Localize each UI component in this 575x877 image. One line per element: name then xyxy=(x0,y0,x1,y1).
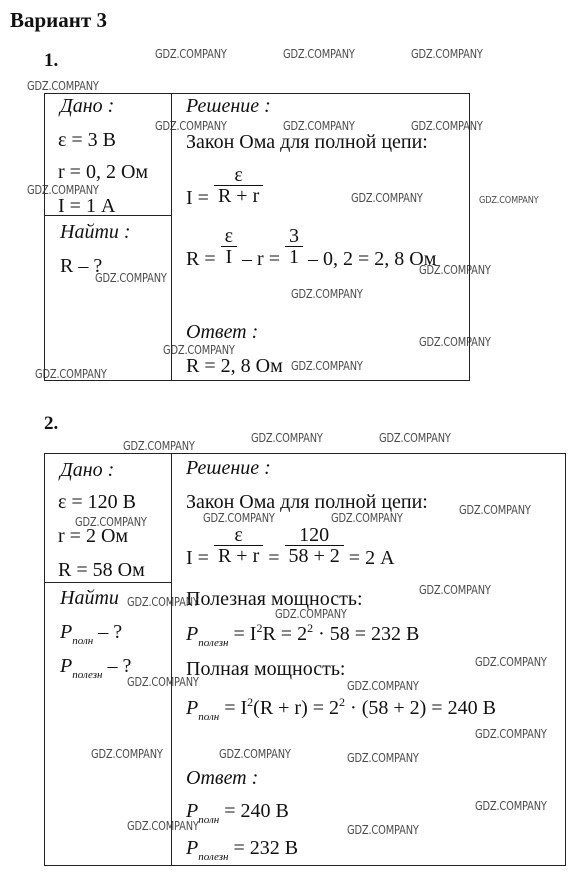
watermark: GDZ.COMPANY xyxy=(411,119,483,133)
answer-label-2: Ответ : xyxy=(186,767,259,789)
watermark: GDZ.COMPANY xyxy=(95,271,167,285)
watermark: GDZ.COMPANY xyxy=(275,607,347,621)
find-label: Найти : xyxy=(60,221,131,243)
find-label-2: Найти xyxy=(60,587,119,609)
watermark: GDZ.COMPANY xyxy=(351,191,423,205)
watermark: GDZ.COMPANY xyxy=(475,799,547,813)
watermark: GDZ.COMPANY xyxy=(203,511,275,525)
given-r: r = 0, 2 Ом xyxy=(58,161,149,183)
watermark: GDZ.COMPANY xyxy=(379,431,451,445)
watermark: GDZ.COMPANY xyxy=(291,287,363,301)
watermark: GDZ.COMPANY xyxy=(127,675,199,689)
watermark: GDZ.COMPANY xyxy=(35,367,107,381)
find-P-useful: $P_{полезн}$ – ? xyxy=(60,655,132,681)
solution-label: Решение : xyxy=(186,95,271,117)
watermark: GDZ.COMPANY xyxy=(347,751,419,765)
problem-2-given-separator xyxy=(45,582,171,583)
given-R-2: R = 58 Ом xyxy=(58,559,145,581)
formula-I-2: I = $\frac{\varepsilon}{R + r}$ = $\frac{120}{58 + 2}$ = 2 А xyxy=(186,524,395,570)
problem-2-number: 2. xyxy=(44,413,59,434)
problem-1-divider xyxy=(171,94,172,380)
formula-I: I = $\frac{\varepsilon}{R + r}$ xyxy=(186,165,263,206)
ohm-law-title: Закон Ома для полной цепи: xyxy=(186,131,428,153)
full-power-formula: $P_{полн} = I^2(R + r) = 2^2 \cdot (58 + 2) = 240$ В xyxy=(186,695,496,723)
problem-1-number: 1. xyxy=(44,50,59,71)
watermark: GDZ.COMPANY xyxy=(331,511,403,525)
given-I: I = 1 А xyxy=(58,195,116,217)
given-eps: ε = 3 В xyxy=(58,129,117,151)
watermark: GDZ.COMPANY xyxy=(411,47,483,61)
given-r-2: r = 2 Ом xyxy=(58,525,129,547)
full-power-title: Полная мощность: xyxy=(186,658,346,680)
watermark: GDZ.COMPANY xyxy=(291,359,363,373)
solution-label-2: Решение : xyxy=(186,457,271,479)
given-eps-2: ε = 120 В xyxy=(58,491,137,513)
watermark: GDZ.COMPANY xyxy=(219,747,291,761)
watermark: GDZ.COMPANY xyxy=(251,431,323,445)
watermark: GDZ.COMPANY xyxy=(155,47,227,61)
watermark: GDZ.COMPANY xyxy=(459,503,531,517)
watermark: GDZ.COMPANY xyxy=(75,515,147,529)
watermark: GDZ.COMPANY xyxy=(475,655,547,669)
useful-power-formula: $P_{полезн} = I^2R = 2^2 \cdot 58 = 232$ В xyxy=(186,621,420,649)
given-label-2: Дано : xyxy=(60,459,115,481)
watermark: GDZ.COMPANY xyxy=(419,583,491,597)
watermark: GDZ.COMPANY xyxy=(123,439,195,453)
watermark: GDZ.COMPANY xyxy=(127,819,199,833)
watermark: GDZ.COMPANY xyxy=(163,343,235,357)
answer-full-power: $P_{полн} = 240$ В xyxy=(186,800,289,826)
given-label: Дано : xyxy=(60,95,115,117)
problem-2-divider xyxy=(171,454,172,865)
useful-power-title: Полезная мощность: xyxy=(186,588,363,610)
find-R: R – ? xyxy=(60,255,103,277)
watermark: GDZ.COMPANY xyxy=(419,263,491,277)
watermark: GDZ.COMPANY xyxy=(283,47,355,61)
watermark: GDZ.COMPANY xyxy=(27,79,99,93)
watermark: GDZ.COMPANY xyxy=(27,183,99,197)
watermark: GDZ.COMPANY xyxy=(91,747,163,761)
answer-value: R = 2, 8 Ом xyxy=(186,355,283,377)
watermark: GDZ.COMPANY xyxy=(419,335,491,349)
watermark: GDZ.COMPANY xyxy=(475,727,547,741)
watermark: GDZ.COMPANY xyxy=(347,679,419,693)
answer-useful-power: $P_{полезн} = 232$ В xyxy=(186,837,299,863)
watermark: GDZ.COMPANY xyxy=(127,595,199,609)
ohm-law-title-2: Закон Ома для полной цепи: xyxy=(186,491,428,513)
find-P-full: $P_{полн}$ – ? xyxy=(60,621,123,647)
page-title: Вариант 3 xyxy=(10,8,107,32)
watermark: GDZ.COMPANY xyxy=(347,823,419,837)
watermark: GDZ.COMPANY xyxy=(155,119,227,133)
watermark: GDZ.COMPANY xyxy=(479,195,539,206)
watermark: GDZ.COMPANY xyxy=(283,119,355,133)
answer-label: Ответ : xyxy=(186,321,259,343)
formula-R: R = $\frac{\varepsilon}{I}$ – r = $\frac{3}{1}$ – 0, 2 = 2, 8 Ом xyxy=(186,225,437,271)
